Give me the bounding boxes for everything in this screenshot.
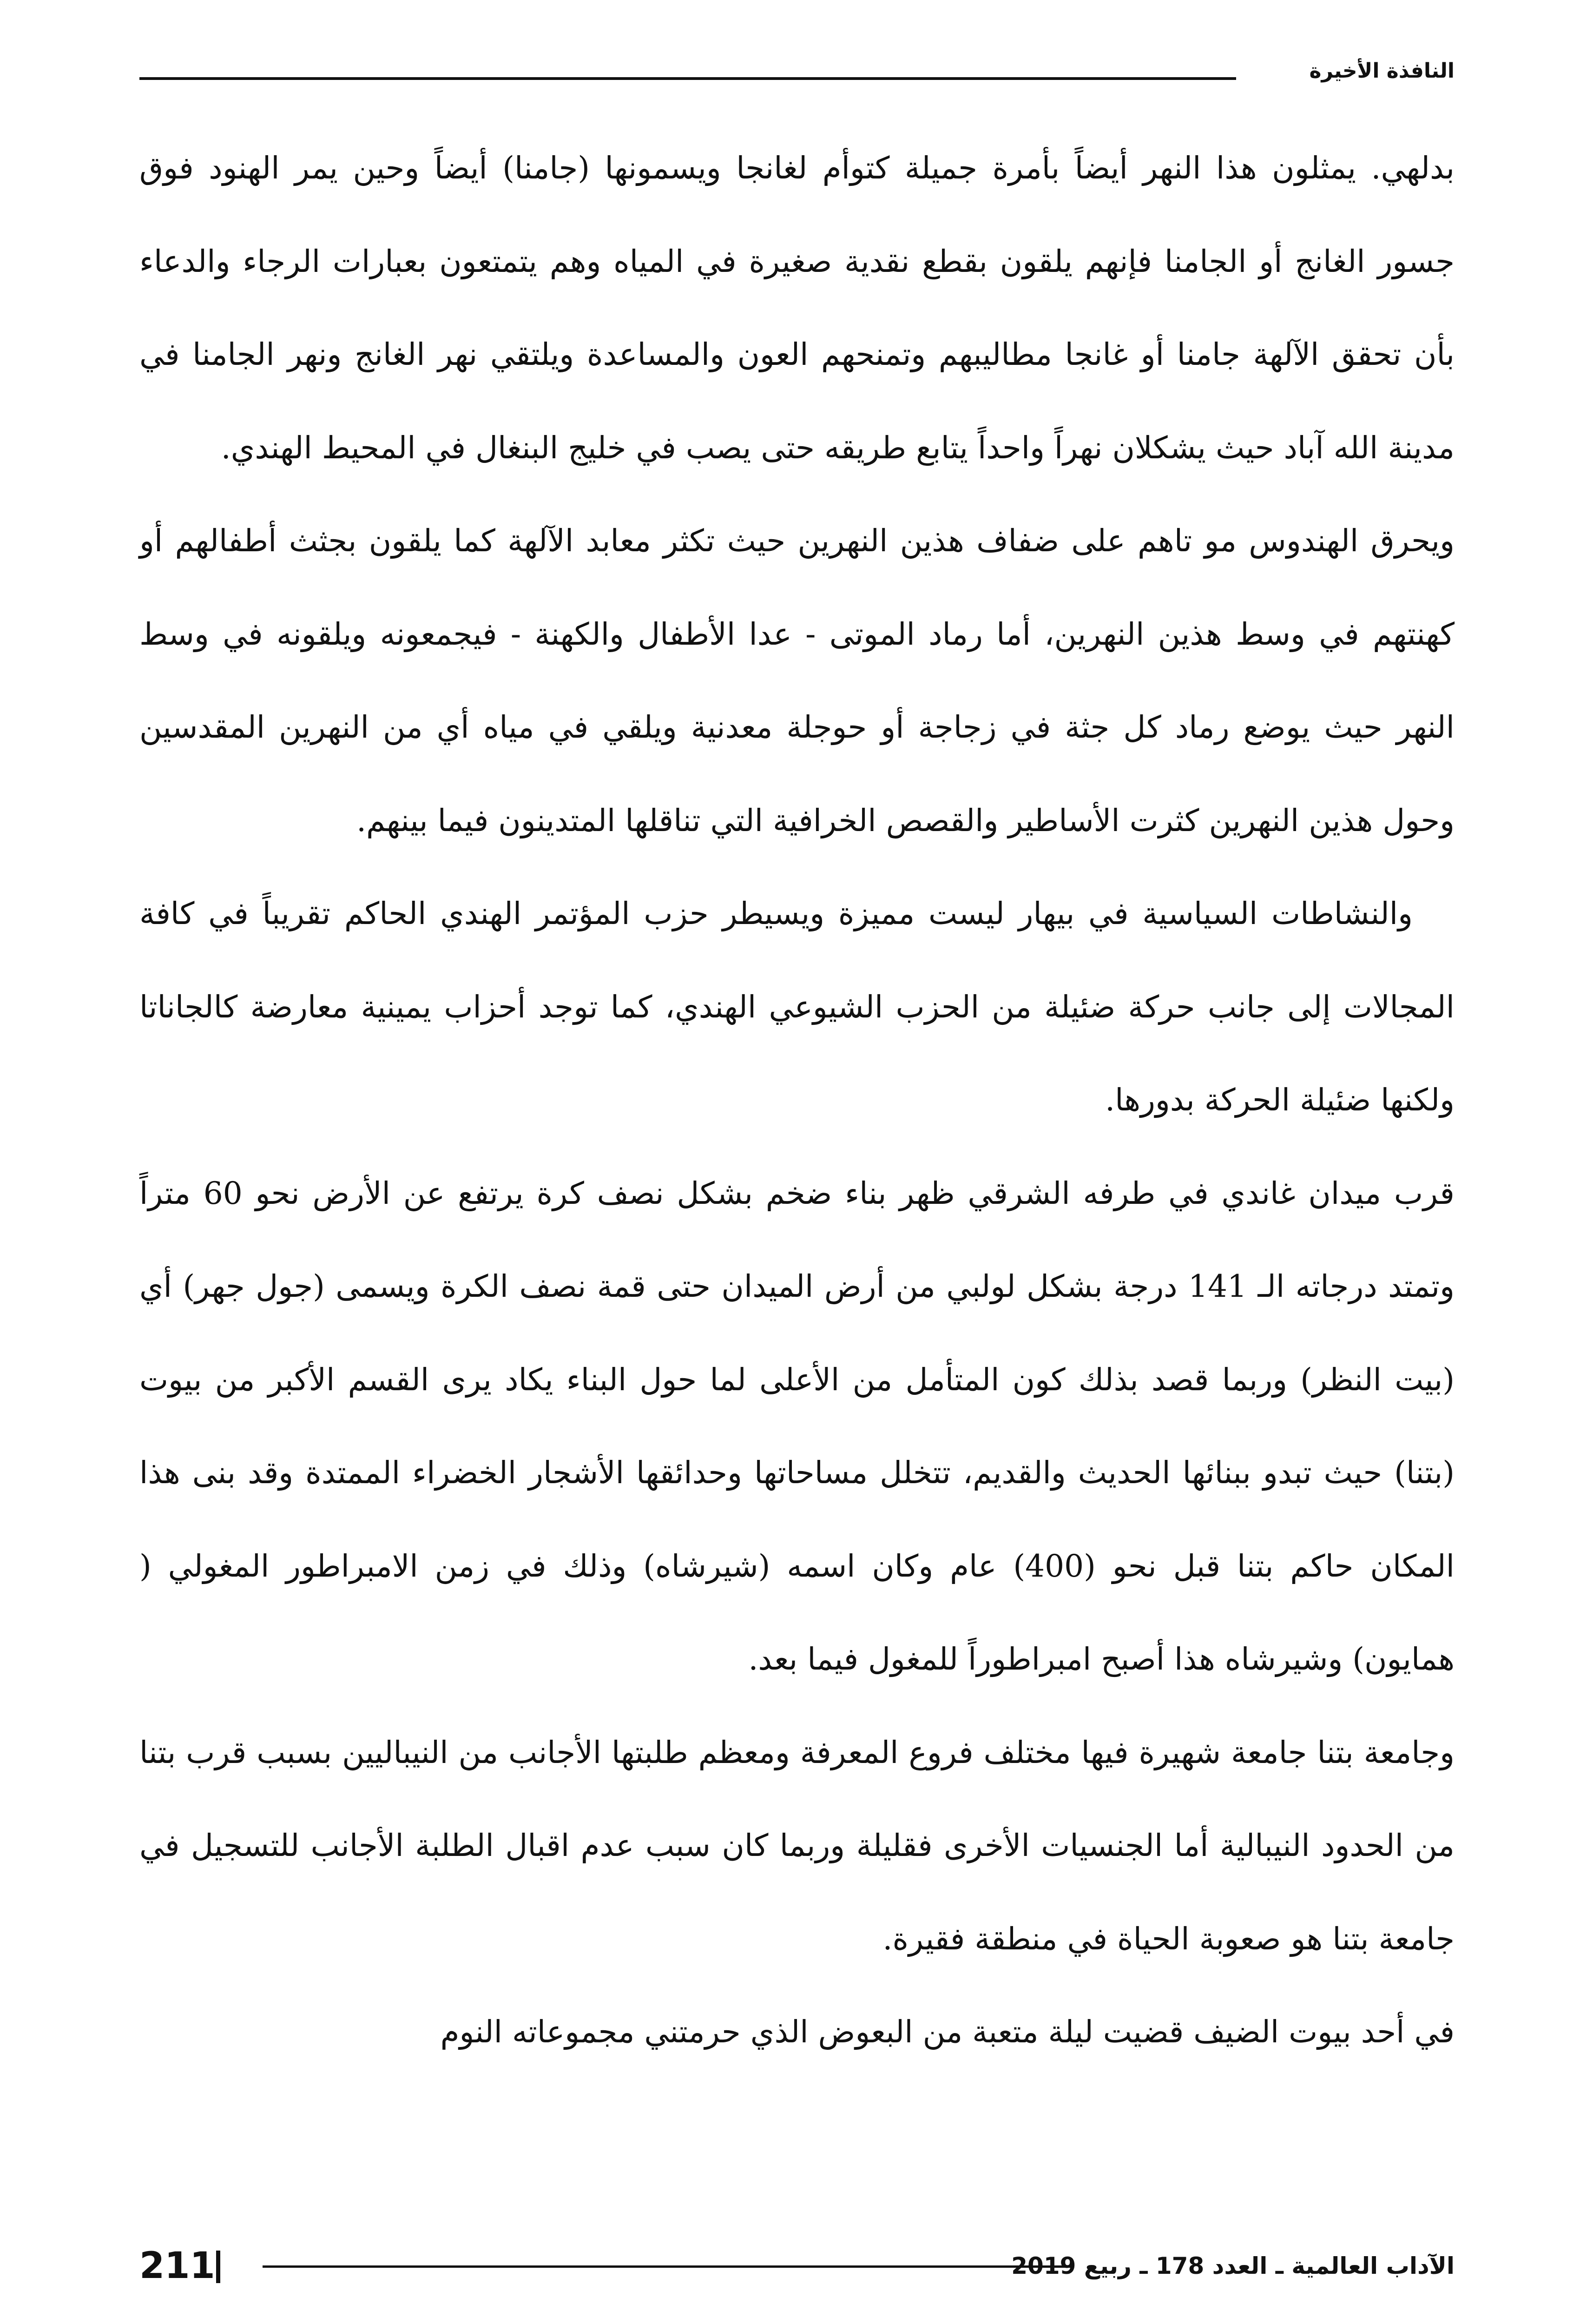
article-body (139, 122, 1455, 2079)
paragraph: ويحرق الهندوس مو تاهم على ضفاف هذين النهرين حيث تكثر معابد الآلهة كما يلقون بجثث أطفالهم أو كهنتهم في وسط هذين النهرين، أما رماد الموتى - عدا الأطفال والكهنة - فيجمعونه ويلقونه في وسط النهر حيث يوضع رماد كل جثة في زجاجة أو حوجلة معدنية ويلقي في مياه أي من النهرين المقدسين وحول هذين النهرين كثرت الأساطير والقصص الخرافية التي تناقلها المتدينون فيما بينهم. (139, 523, 1455, 838)
paragraph: والنشاطات السياسية في بيهار ليست مميزة ويسيطر حزب المؤتمر الهندي الحاكم تقريباً في كافة المجالات إلى جانب حركة ضئيلة من الحزب الشيوعي الهندي، كما توجد أحزاب يمينية معارضة كالجاناتا ولكنها ضئيلة الحركة بدورها. (139, 896, 1455, 1118)
running-title: النافذة الأخيرة (1309, 59, 1455, 83)
paragraph: في أحد بيوت الضيف قضيت ليلة متعبة من البعوض الذي حرمتني مجموعاته النوم (440, 2014, 1455, 2050)
page-number: 211 (139, 2245, 215, 2287)
header-rule (139, 77, 1236, 80)
running-header (139, 50, 1455, 92)
page-footer (139, 2240, 1455, 2291)
paragraph: قرب ميدان غاندي في طرفه الشرقي ظهر بناء ضخم بشكل نصف كرة يرتفع عن الأرض نحو 60 متراً وتمتد درجاته الـ 141 درجة بشكل لولبي من أرض الميدان حتى قمة نصف الكرة ويسمى (جول جهر) أي (بيت النظر) وربما قصد بذلك كون المتأمل من الأعلى لما حول البناء يكاد يرى القسم الأكبر من بيوت (بتنا) حيث تبدو ببنائها الحديث والقديم، تتخلل مساحاتها وحدائقها الأشجار الخضراء الممتدة وقد بنى هذا المكان حاكم بتنا قبل نحو (400) عام وكان اسمه (شيرشاه) وذلك في زمن الامبراطور المغولي ( همايون) وشيرشاه هذا أصبح امبراطوراً للمغول فيما بعد. (139, 1175, 1455, 1677)
page-number-divider (216, 2251, 220, 2283)
paragraph: وجامعة بتنا جامعة شهيرة فيها مختلف فروع المعرفة ومعظم طلبتها الأجانب من النيباليين بسبب قرب بتنا من الحدود النيبالية أما الجنسيات الأخرى فقليلة وربما كان سبب عدم اقبال الطلبة الأجانب للتسجيل في جامعة بتنا هو صعوبة الحياة في منطقة فقيرة. (139, 1734, 1455, 1957)
journal-info: الآداب العالمية ـ العدد 178 ـ ربيع 2019 (1011, 2252, 1455, 2279)
footer-rule (263, 2265, 1073, 2268)
paragraph: بدلهي. يمثلون هذا النهر أيضاً بأمرة جميلة كتوأم لغانجا ويسمونها (جامنا) أيضاً وحين يمر الهنود فوق جسور الغانج أو الجامنا فإنهم يلقون بقطع نقدية صغيرة في المياه وهم يتمتعون بعبارات الرجاء والدعاء بأن تحقق الآلهة جامنا أو غانجا مطاليبهم وتمنحهم العون والمساعدة ويلتقي نهر الغانج ونهر الجامنا في مدينة الله آباد حيث يشكلان نهراً واحداً يتابع طريقه حتى يصب في خليج البنغال في المحيط الهندي. (139, 150, 1455, 466)
